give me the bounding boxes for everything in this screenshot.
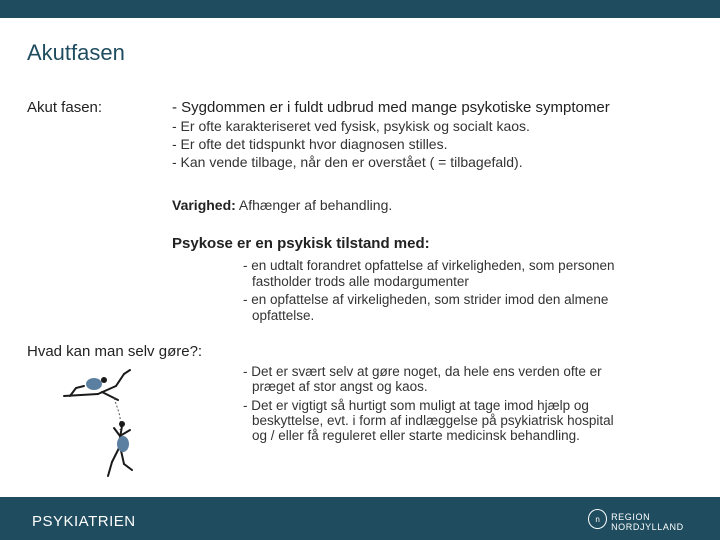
psykose-item-text: fastholder trods alle modargumenter [252, 274, 469, 289]
varighed-value: Afhænger af behandling. [235, 197, 393, 213]
top-bar [0, 0, 720, 18]
akut-line: - Kan vende tilbage, når den er overstået ( = tilbagefald). [172, 154, 523, 170]
hvad-item-text: beskyttelse, evt. i form af indlæggelse på psykiatrisk hospital [252, 413, 614, 428]
varighed-text [172, 196, 392, 214]
psykose-item-text: opfattelse. [252, 308, 315, 323]
slide-title: Akutfasen [27, 40, 125, 65]
akut-line: - Er ofte det tidspunkt hvor diagnosen stilles. [172, 136, 448, 152]
hvad-item [243, 364, 693, 394]
psykose-list [243, 258, 693, 326]
lower-climber-figure [108, 426, 132, 476]
hvad-heading: Hvad kan man selv gøre?: [27, 343, 203, 360]
hvad-item-text: - Det er vigtigt så hurtigt som muligt at tage imod hjælp og [243, 398, 589, 413]
psykose-heading: Psykose er en psykisk tilstand med: [172, 235, 430, 252]
psykose-item-text: - en udtalt forandret opfattelse af virkeligheden, som personen [243, 258, 615, 273]
akut-description [172, 99, 702, 171]
varighed-label: Varighed: [172, 197, 236, 213]
akut-fasen-label: Akut fasen: [27, 99, 103, 116]
psykose-item [243, 292, 693, 324]
region-emblem-icon: n [588, 509, 607, 529]
hvad-item-text: - Det er svært selv at gøre noget, da hele ens verden ofte er [243, 364, 602, 379]
psykose-item-text: - en opfattelse af virkeligheden, som strider imod den almene [243, 292, 609, 307]
akut-headline: - Sygdommen er i fuldt udbrud med mange psykotiske symptomer [172, 99, 610, 116]
psykose-item [243, 258, 693, 290]
hvad-item [243, 398, 693, 443]
psykiatrien-logo: PSYKIATRIEN [32, 513, 136, 530]
lower-climber-body [117, 421, 129, 452]
region-text: REGION NORDJYLLAND [611, 512, 684, 532]
hvad-item-text: og / eller få reguleret eller starte medicinsk behandling. [252, 428, 580, 443]
akut-line: - Er ofte karakteriseret ved fysisk, psykisk og socialt kaos. [172, 118, 530, 134]
hvad-list [243, 364, 693, 447]
climber-illustration [58, 366, 148, 486]
upper-climber-body [86, 377, 107, 390]
region-nordjylland-logo [588, 505, 720, 533]
hvad-item-text: præget af stor angst og kaos. [252, 379, 428, 394]
